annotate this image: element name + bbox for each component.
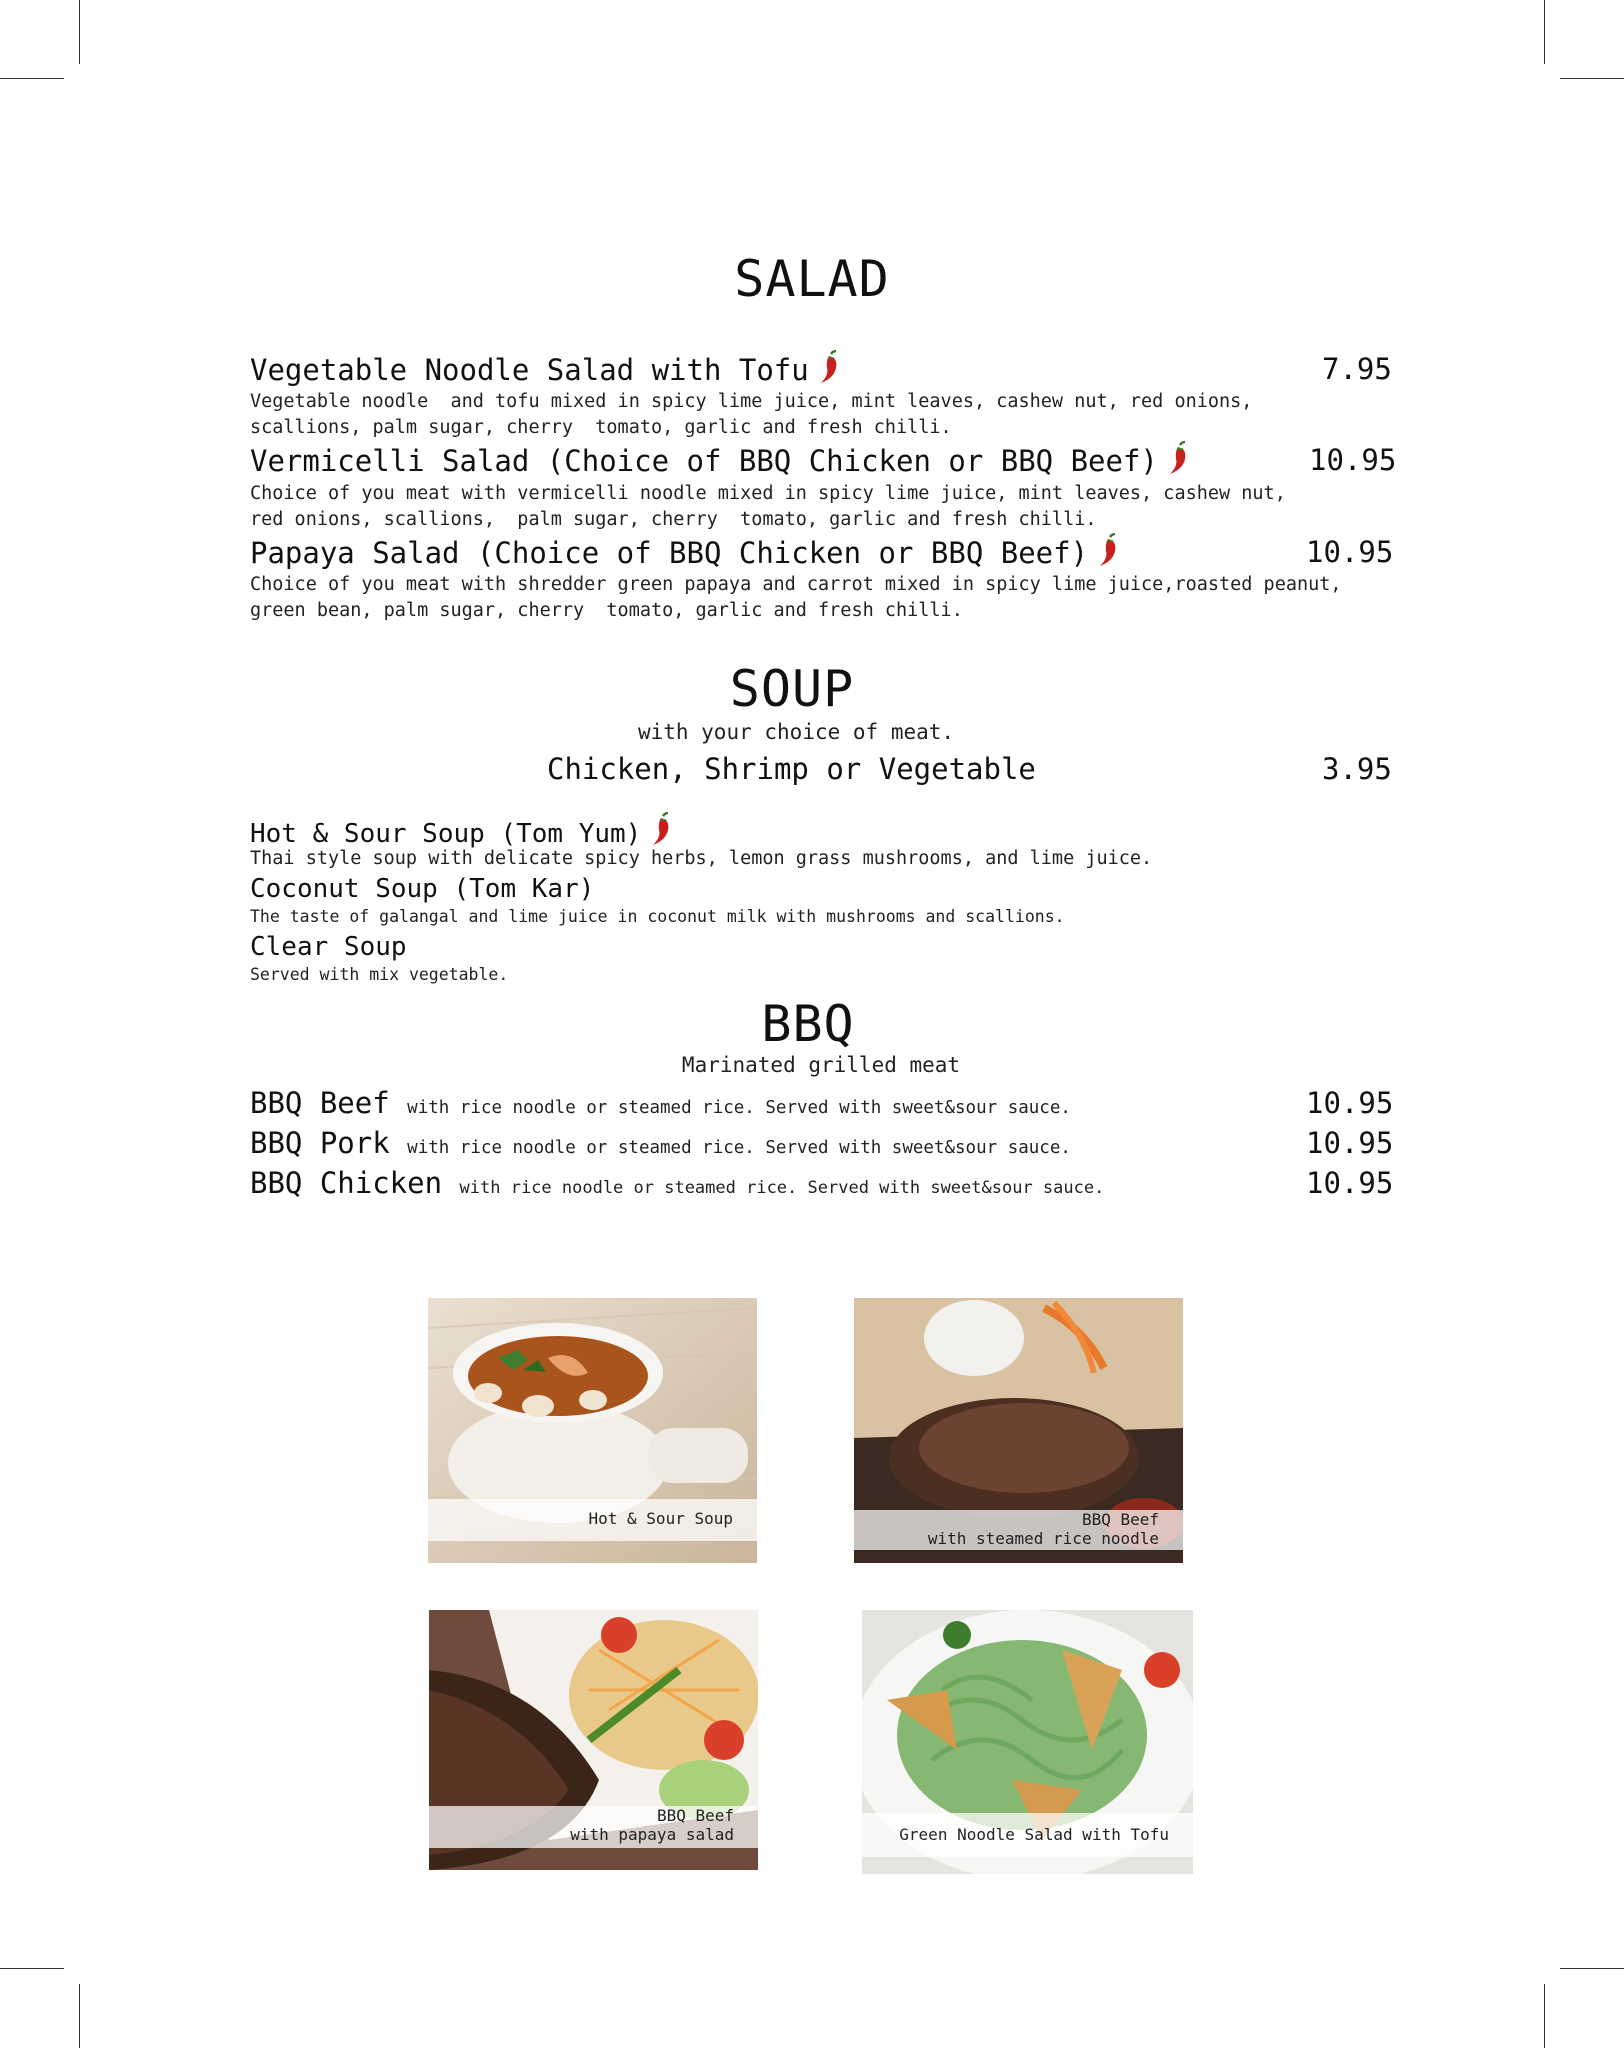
crop-mark	[0, 1968, 64, 1969]
menu-item-price: 10.95	[1306, 1126, 1394, 1160]
menu-item-label: BBQ Chicken	[250, 1166, 443, 1200]
photo-hot-sour-soup	[428, 1298, 757, 1563]
bbq-item	[250, 1166, 1104, 1200]
menu-item-description: Served with mix vegetable.	[250, 965, 509, 984]
bbq-subtitle: Marinated grilled meat	[681, 1053, 961, 1077]
crop-mark	[1544, 0, 1545, 64]
menu-item-description: The taste of galangal and lime juice in coconut milk with mushrooms and scallions.	[250, 907, 1065, 926]
menu-item-name: Coconut Soup (Tom Kar)	[250, 874, 595, 904]
menu-item-label: Papaya Salad (Choice of BBQ Chicken or BBQ Beef)	[250, 536, 1089, 570]
menu-item-description: with rice noodle or steamed rice. Served with sweet&sour sauce.	[407, 1138, 1071, 1158]
menu-item-label: BBQ Beef	[250, 1086, 390, 1120]
description-line: Choice of you meat with shredder green papaya and carrot mixed in spicy lime juice,roasted peanut,	[250, 574, 1342, 595]
description-line: scallions, palm sugar, cherry tomato, garlic and fresh chilli.	[250, 417, 952, 438]
photo-caption	[862, 1813, 1193, 1857]
menu-item-name: Clear Soup	[250, 932, 407, 962]
caption-line: Hot & Sour Soup	[588, 1509, 733, 1528]
crop-mark	[79, 1984, 80, 2048]
menu-item-description: Thai style soup with delicate spicy herbs, lemon grass mushrooms, and lime juice.	[250, 848, 1153, 869]
caption-line: with steamed rice noodle	[927, 1529, 1159, 1548]
chili-pepper-icon	[1166, 441, 1188, 475]
menu-item-price: 7.95	[1322, 352, 1392, 386]
description-line: Vegetable noodle and tofu mixed in spicy lime juice, mint leaves, cashew nut, red onions,	[250, 391, 1253, 412]
description-line: green bean, palm sugar, cherry tomato, garlic and fresh chilli.	[250, 600, 963, 621]
caption-line: Green Noodle Salad with Tofu	[899, 1825, 1169, 1844]
salad-section-title: SALAD	[734, 250, 890, 308]
menu-item-label: Vegetable Noodle Salad with Tofu	[250, 353, 809, 387]
menu-item-label: Vermicelli Salad (Choice of BBQ Chicken or BBQ Beef)	[250, 444, 1158, 478]
menu-item-price: 10.95	[1309, 443, 1397, 477]
menu-item-description	[250, 481, 1286, 533]
crop-mark	[1544, 1984, 1545, 2048]
bbq-item	[250, 1126, 1071, 1160]
menu-item-description	[250, 572, 1342, 624]
menu-item-price: 10.95	[1306, 1166, 1394, 1200]
menu-item-name	[250, 350, 839, 387]
bbq-section-title: BBQ	[761, 995, 855, 1053]
soup-price: 3.95	[1322, 752, 1392, 786]
menu-item-label: Hot & Sour Soup (Tom Yum)	[250, 819, 642, 849]
menu-item-name	[250, 812, 671, 849]
menu-item-name	[250, 533, 1118, 570]
soup-meat-choice: Chicken, Shrimp or Vegetable	[547, 752, 1036, 786]
chili-pepper-icon	[817, 350, 839, 384]
soup-section-title: SOUP	[729, 660, 855, 718]
caption-line: with papaya salad	[570, 1825, 734, 1844]
menu-item-name	[250, 441, 1188, 478]
photo-caption	[854, 1510, 1183, 1550]
caption-line: BBQ Beef	[656, 1806, 734, 1825]
chili-pepper-icon	[1096, 533, 1118, 567]
menu-item-description: with rice noodle or steamed rice. Served with sweet&sour sauce.	[407, 1098, 1071, 1118]
soup-subtitle: with your choice of meat.	[637, 720, 955, 744]
photo-caption	[429, 1806, 758, 1848]
crop-mark	[1560, 78, 1624, 79]
caption-line: BBQ Beef	[1081, 1510, 1159, 1529]
menu-item-description: with rice noodle or steamed rice. Served with sweet&sour sauce.	[459, 1178, 1105, 1198]
crop-mark	[79, 0, 80, 64]
bbq-item	[250, 1086, 1071, 1120]
crop-mark	[0, 78, 64, 79]
menu-item-label: BBQ Pork	[250, 1126, 390, 1160]
chili-pepper-icon	[649, 812, 671, 846]
description-line: red onions, scallions, palm sugar, cherry tomato, garlic and fresh chilli.	[250, 509, 1097, 530]
menu-item-price: 10.95	[1306, 535, 1394, 569]
photo-bbq-beef-papaya	[429, 1610, 758, 1870]
menu-item-price: 10.95	[1306, 1086, 1394, 1120]
photo-caption	[428, 1499, 757, 1541]
photo-green-noodle-salad	[862, 1610, 1193, 1874]
menu-item-description	[250, 389, 1252, 441]
description-line: Choice of you meat with vermicelli noodle mixed in spicy lime juice, mint leaves, cashew nut,	[250, 483, 1286, 504]
photo-bbq-beef-noodle	[854, 1298, 1183, 1563]
crop-mark	[1560, 1968, 1624, 1969]
